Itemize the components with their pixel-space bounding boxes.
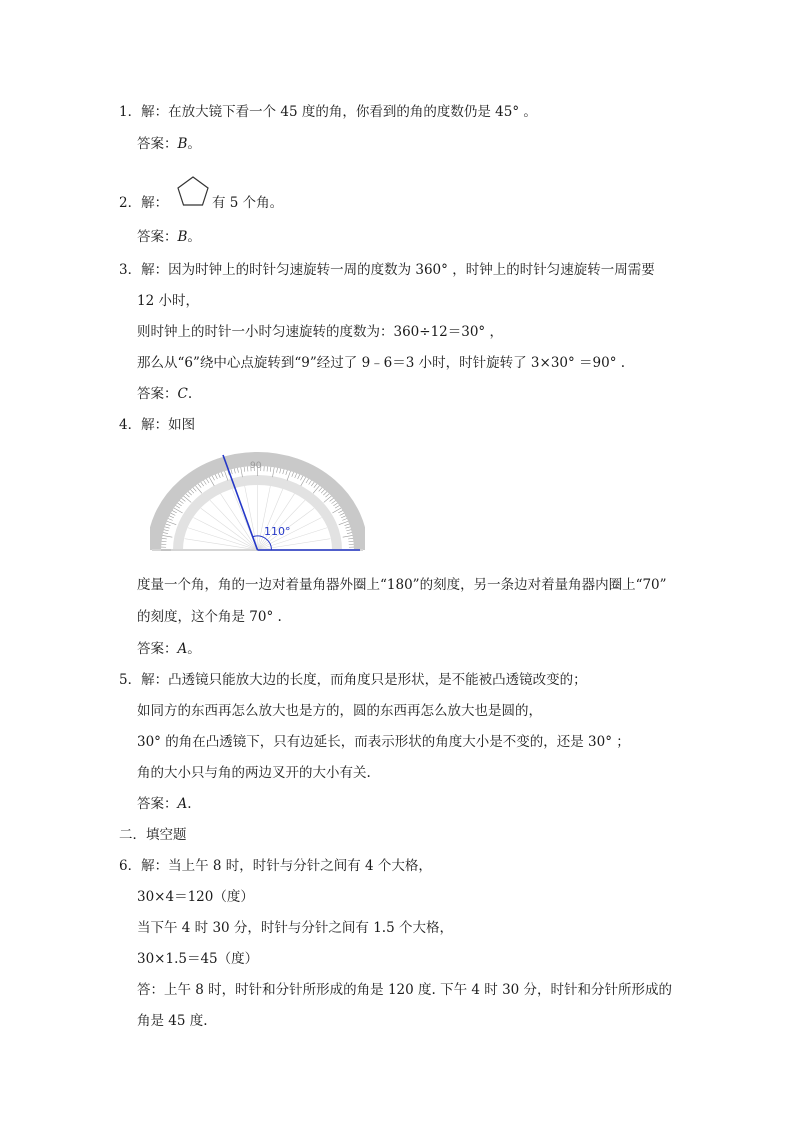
answer-prefix: 答案： [137,641,178,657]
q5-answer [137,795,192,813]
q3-line4: 那么从“6”绕中心点旋转到“9”经过了 9﹣6＝3 小时，时针旋转了 3×30° ＝90° . [137,355,626,371]
q6-line3: 当下午 4 时 30 分，时针与分针之间有 1.5 个大格， [137,920,453,936]
q4-line1: 4．解：如图 [119,417,196,433]
q1-text: 1．解：在放大镜下看一个 45 度的角，你看到的角的度数仍是 45° 。 [119,104,537,120]
q2-answer [137,228,201,246]
q6-line2: 30×4＝120（度） [137,889,254,905]
q2-prefix: 2．解： [119,195,169,211]
q6-line1: 6．解：当上午 8 时，时针与分针之间有 4 个大格， [119,858,432,874]
protractor-figure [150,450,365,558]
answer-choice: A [177,796,188,812]
q5-line1: 5．解：凸透镜只能放大边的长度，而角度只是形状，是不能被凸透镜改变的； [119,672,587,688]
answer-prefix: 答案： [137,229,178,245]
answer-prefix: 答案： [137,386,178,402]
q2-suffix: 有 5 个角。 [212,195,284,211]
answer-choice: B [177,136,188,152]
answer-suffix: . [187,796,192,812]
q6-line4: 30×1.5＝45（度） [137,951,259,967]
q4-line3: 的刻度，这个角是 70° . [137,609,282,625]
q3-answer [137,385,192,403]
q5-line2: 如同方的东西再怎么放大也是方的，圆的东西再怎么放大也是圆的， [137,703,542,719]
q3-line3: 则时钟上的时针一小时匀速旋转的度数为：360÷12＝30° ， [137,324,503,340]
answer-suffix: . [187,386,193,402]
angle-label: 110° [264,525,291,538]
answer-suffix: 。 [187,136,201,152]
q5-line4: 角的大小只与角的两边叉开的大小有关. [137,765,371,781]
answer-suffix: 。 [187,641,201,657]
q6-line5: 答：上午 8 时，时针和分针所形成的角是 120 度. 下午 4 时 30 分，时针和分针所形成的 [137,982,673,998]
q6-line6: 角是 45 度. [137,1013,208,1029]
answer-choice: C [177,386,188,402]
q4-line2: 度量一个角，角的一边对着量角器外圈上“180”的刻度，另一条边对着量角器内圈上“70” [137,577,667,593]
answer-choice: B [177,229,188,245]
answer-prefix: 答案： [137,136,178,152]
q3-line2: 12 小时， [137,293,199,309]
section-title: 二．填空题 [119,827,187,843]
q5-line3: 30° 的角在凸透镜下，只有边延长，而表示形状的角度大小是不变的，还是 30° ； [137,734,630,750]
q3-line1: 3．解：因为时钟上的时针匀速旋转一周的度数为 360° ，时钟上的时针匀速旋转一周需要 [119,262,655,278]
q4-answer [137,640,201,658]
q1-answer [137,135,201,153]
answer-prefix: 答案： [137,796,178,812]
answer-choice: A [177,641,188,657]
protractor-label-90: 90 [250,461,262,471]
pentagon-figure [175,174,211,208]
answer-suffix: 。 [187,229,201,245]
